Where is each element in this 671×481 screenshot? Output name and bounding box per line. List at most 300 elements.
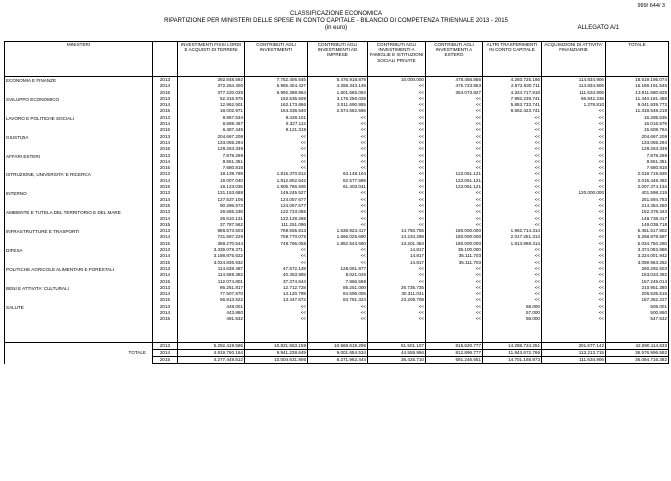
value-cell: <<: [483, 272, 542, 278]
value-cell: 12.862.501: [178, 102, 245, 108]
value-cell: 35.111.703: [426, 260, 483, 266]
value-cell: 1.566.025.690: [308, 234, 368, 240]
value-cell: <<: [368, 90, 426, 96]
value-cell: <<: [542, 241, 606, 247]
value-cell: <<: [542, 247, 606, 253]
value-cell: <<: [542, 209, 606, 215]
spacer-rows: [5, 323, 669, 343]
value-cell: 26.610.131: [178, 216, 245, 222]
table-row: [5, 342, 669, 349]
value-cell: <<: [483, 127, 542, 133]
year-cell: 2013: [153, 209, 178, 215]
value-cell: <<: [483, 146, 542, 152]
year-cell: 2014: [153, 291, 178, 297]
value-cell: <<: [483, 291, 542, 297]
value-cell: 8.867.534: [178, 115, 245, 121]
value-cell: <<: [426, 310, 483, 316]
value-cell: 114.834.906: [542, 77, 606, 84]
value-cell: 8.021.045: [308, 272, 368, 278]
title-line-2: RIPARTIZIONE PER MINISTERI DELLE SPESE IN CONTO CAPITALE - BILANCIO DI COMPETENZA TRIENNALE 2013 - 2015: [164, 18, 508, 24]
value-cell: 204.667.208: [178, 134, 245, 140]
value-cell: <<: [542, 159, 606, 165]
allegato-label: ALLEGATO A/1: [577, 25, 619, 31]
value-cell: 354.073.927: [426, 90, 483, 96]
value-cell: <<: [368, 197, 426, 203]
value-cell: 157.245.014: [606, 279, 669, 285]
year-cell: 2013: [153, 304, 178, 310]
value-cell: <<: [426, 272, 483, 278]
value-cell: 42.090.114.633: [606, 342, 669, 349]
value-cell: <<: [426, 127, 483, 133]
value-cell: <<: [368, 140, 426, 146]
value-cell: 301.677.142: [542, 342, 606, 349]
value-cell: 57.000: [483, 310, 542, 316]
value-cell: 127.537.106: [178, 197, 245, 203]
value-cell: <<: [308, 140, 368, 146]
ministry-name: ISTRUZIONE, UNIVERSITA' E RICERCA: [5, 171, 153, 190]
column-header: TOTALE: [606, 42, 669, 77]
value-cell: 812.896.777: [426, 349, 483, 356]
value-cell: 9.121.319: [245, 127, 308, 133]
value-cell: 5.258.878.597: [606, 234, 669, 240]
value-cell: <<: [542, 115, 606, 121]
value-cell: <<: [368, 266, 426, 272]
value-cell: 251.594.783: [606, 197, 669, 203]
value-cell: 36.094.716.382: [606, 357, 669, 364]
value-cell: 9.327.112: [245, 121, 308, 127]
value-cell: 114.638.487: [178, 266, 245, 272]
year-cell: 2014: [153, 159, 178, 165]
value-cell: <<: [542, 285, 606, 291]
column-header: CONTRIBUTI AGLI INVESTIMENTI: [245, 42, 308, 77]
value-cell: <<: [483, 253, 542, 259]
value-cell: 23.209.709: [368, 297, 426, 303]
value-cell: 129.263.349: [606, 146, 669, 152]
year-cell: 2014: [153, 253, 178, 259]
value-cell: 11.318.648.218: [606, 108, 669, 114]
value-cell: <<: [542, 165, 606, 171]
title-line-1: CLASSIFICAZIONE ECONOMICA: [289, 11, 382, 17]
value-cell: 11.843.672.766: [483, 349, 542, 356]
value-cell: 3.176.256.028: [308, 96, 368, 102]
value-cell: <<: [483, 285, 542, 291]
value-cell: <<: [542, 121, 606, 127]
value-cell: 124.057.677: [245, 197, 308, 203]
value-cell: 3.339.079.371: [178, 247, 245, 253]
value-cell: 14.701.165.973: [483, 357, 542, 364]
value-cell: 86.251.817: [178, 285, 245, 291]
value-cell: <<: [426, 279, 483, 285]
value-cell: <<: [426, 216, 483, 222]
value-cell: 131.153.688: [178, 190, 245, 196]
value-cell: 10.831.553.159: [245, 342, 308, 349]
value-cell: <<: [426, 190, 483, 196]
value-cell: 475.723.953: [426, 83, 483, 89]
value-cell: 1.815.370.812: [245, 171, 308, 177]
page-code: 999/ 644/ 3: [637, 3, 665, 9]
value-cell: 58.000: [483, 304, 542, 310]
value-cell: 112.074.801: [178, 279, 245, 285]
year-cell: 2013: [153, 190, 178, 196]
value-cell: 206.535.516: [606, 291, 669, 297]
value-cell: 9.001.654.534: [308, 349, 368, 356]
value-cell: 12.712.728: [245, 285, 308, 291]
value-cell: <<: [245, 310, 308, 316]
value-cell: <<: [542, 197, 606, 203]
value-cell: 290.292.603: [606, 266, 669, 272]
value-cell: <<: [308, 146, 368, 152]
year-cell: 2014: [153, 349, 178, 356]
value-cell: 13.811.680.828: [606, 90, 669, 96]
value-cell: 7.866.569: [308, 279, 368, 285]
value-cell: 124.057.677: [245, 203, 308, 209]
year-cell: 2013: [153, 171, 178, 177]
value-cell: 63.148.104: [308, 171, 368, 177]
value-cell: 14.288.724.251: [483, 342, 542, 349]
value-cell: 4.293.725.166: [483, 77, 542, 84]
value-cell: <<: [368, 190, 426, 196]
value-cell: 133.065.294: [606, 140, 669, 146]
value-cell: 214.354.250: [606, 203, 669, 209]
value-cell: <<: [308, 159, 368, 165]
value-cell: <<: [245, 146, 308, 152]
value-cell: 77.507.870: [178, 291, 245, 297]
value-cell: 886.573.503: [178, 228, 245, 234]
column-header: CONTRIBUTI AGLI INVESTIMENTI A ESTERO: [426, 42, 483, 77]
value-cell: <<: [308, 134, 368, 140]
ministry-name: GIUSTIZIA: [5, 134, 153, 153]
value-cell: 11.440.181.488: [606, 96, 669, 102]
value-cell: 7.878.269: [606, 153, 669, 159]
value-cell: <<: [368, 108, 426, 114]
value-cell: 377.220.028: [178, 90, 245, 96]
value-cell: <<: [483, 121, 542, 127]
value-cell: <<: [483, 197, 542, 203]
year-cell: 2013: [153, 228, 178, 234]
value-cell: <<: [483, 260, 542, 266]
value-cell: 7.992.239.741: [483, 96, 542, 102]
value-cell: 3.024.836.932: [178, 260, 245, 266]
value-cell: 6.271.962.444: [308, 357, 368, 364]
year-cell: 2015: [153, 297, 178, 303]
value-cell: 163.034.392: [606, 272, 669, 278]
year-cell: 2013: [153, 342, 178, 349]
header-row: [5, 42, 669, 77]
value-cell: 7.878.269: [178, 153, 245, 159]
value-cell: <<: [483, 171, 542, 177]
value-cell: <<: [368, 153, 426, 159]
totals-rows: [5, 342, 669, 364]
value-cell: 44.559.956: [368, 349, 426, 356]
value-cell: <<: [426, 222, 483, 228]
value-cell: <<: [368, 96, 426, 102]
value-cell: 128.061.977: [308, 266, 368, 272]
value-cell: 14.750.755: [368, 228, 426, 234]
value-cell: 1.813.968.314: [483, 241, 542, 247]
year-cell: 2014: [153, 102, 178, 108]
year-cell: 2014: [153, 83, 178, 89]
value-cell: <<: [368, 310, 426, 316]
value-cell: <<: [483, 279, 542, 285]
value-cell: 691.246.651: [426, 357, 483, 364]
ministry-name: AFFARI ESTERI: [5, 153, 153, 172]
value-cell: 16.016.579: [606, 121, 669, 127]
ministry-rows: [5, 77, 669, 323]
year-cell: 2014: [153, 216, 178, 222]
value-cell: 9.941.238.649: [245, 349, 308, 356]
value-cell: 2.018.719.826: [606, 171, 669, 177]
value-cell: 9.651.361: [606, 159, 669, 165]
value-cell: <<: [426, 197, 483, 203]
column-header: [153, 42, 178, 77]
value-cell: <<: [483, 266, 542, 272]
value-cell: 1.601.665.064: [308, 90, 368, 96]
value-cell: <<: [426, 203, 483, 209]
value-cell: <<: [542, 291, 606, 297]
value-cell: <<: [308, 121, 368, 127]
value-cell: <<: [483, 184, 542, 190]
value-cell: 35.111.703: [426, 253, 483, 259]
value-cell: 30.311.041: [368, 291, 426, 297]
value-cell: 6.992.398.964: [245, 90, 308, 96]
value-cell: 2.574.662.566: [308, 108, 368, 114]
value-cell: <<: [368, 222, 426, 228]
year-cell: 2013: [153, 266, 178, 272]
value-cell: <<: [542, 171, 606, 177]
year-cell: 2013: [153, 115, 178, 121]
value-cell: <<: [426, 121, 483, 127]
ministry-name: POLITICHE AGRICOLE ALIMENTARI E FORESTALI: [5, 266, 153, 285]
value-cell: <<: [483, 216, 542, 222]
year-cell: 2015: [153, 357, 178, 364]
value-cell: 4.819.760.164: [178, 349, 245, 356]
value-cell: <<: [426, 146, 483, 152]
value-cell: 204.667.208: [606, 134, 669, 140]
value-cell: 1.638.923.417: [308, 228, 368, 234]
year-cell: 2015: [153, 316, 178, 322]
value-cell: 114.559.382: [178, 272, 245, 278]
value-cell: <<: [542, 216, 606, 222]
value-cell: <<: [308, 165, 368, 171]
value-cell: 7.680.816: [178, 165, 245, 171]
value-cell: 14.817: [368, 247, 426, 253]
value-cell: <<: [483, 222, 542, 228]
value-cell: <<: [308, 310, 368, 316]
value-cell: <<: [542, 228, 606, 234]
value-cell: 8.562.423.741: [483, 108, 542, 114]
value-cell: 759.770.075: [245, 234, 308, 240]
value-cell: 3.011.690.955: [308, 102, 368, 108]
year-cell: 2015: [153, 165, 178, 171]
value-cell: <<: [426, 153, 483, 159]
value-cell: 113.213.715: [542, 349, 606, 356]
column-header: INVESTIMENTI FISSI LORDI E ACQUISTI DI TERRENI: [178, 42, 245, 77]
value-cell: 129.263.349: [178, 146, 245, 152]
value-cell: 180.000.000: [426, 228, 483, 234]
value-cell: 4.277.449.512: [178, 357, 245, 364]
title-line-3: (in euro): [324, 25, 348, 31]
value-cell: <<: [368, 216, 426, 222]
value-cell: 3.188.875.622: [178, 253, 245, 259]
value-cell: 111.251.096: [245, 222, 308, 228]
value-cell: 122.061.121: [426, 184, 483, 190]
value-cell: 5.853.733.741: [483, 102, 542, 108]
ministry-name: ECONOMIA E FINANZE: [5, 77, 153, 96]
value-cell: <<: [542, 127, 606, 133]
year-cell: 2013: [153, 153, 178, 159]
value-cell: 478.456.856: [426, 77, 483, 84]
value-cell: 122.128.286: [245, 216, 308, 222]
value-cell: <<: [483, 165, 542, 171]
value-cell: <<: [368, 165, 426, 171]
value-cell: 162.173.866: [245, 102, 308, 108]
ministry-name: LAVORO E POLITICHE SOCIALI: [5, 115, 153, 134]
value-cell: 114.834.906: [542, 83, 606, 89]
year-cell: 2014: [153, 121, 178, 127]
value-cell: 2.017.251.314: [483, 234, 542, 240]
value-cell: 210.951.380: [606, 285, 669, 291]
value-cell: <<: [368, 279, 426, 285]
year-cell: 2014: [153, 234, 178, 240]
value-cell: <<: [426, 140, 483, 146]
value-cell: <<: [483, 140, 542, 146]
value-cell: <<: [368, 209, 426, 215]
table-row: [5, 77, 669, 84]
value-cell: 1.805.786.936: [245, 184, 308, 190]
value-cell: 187.352.227: [606, 297, 669, 303]
value-cell: 5.476.918.879: [308, 77, 368, 84]
value-cell: 10.000.000: [368, 77, 426, 84]
value-cell: 52.316.975: [178, 96, 245, 102]
value-cell: 162.536.508: [245, 96, 308, 102]
value-cell: 9.041.939.773: [606, 102, 669, 108]
year-cell: 2014: [153, 178, 178, 184]
value-cell: <<: [245, 153, 308, 159]
value-cell: <<: [368, 159, 426, 165]
year-cell: 2013: [153, 134, 178, 140]
year-cell: 2015: [153, 90, 178, 96]
value-cell: 85.251.000: [308, 285, 368, 291]
value-cell: 14.120.799: [245, 291, 308, 297]
year-cell: 2015: [153, 222, 178, 228]
year-cell: 2015: [153, 260, 178, 266]
value-cell: 51.501.107: [368, 342, 426, 349]
value-cell: <<: [426, 96, 483, 102]
value-cell: 84.596.006: [308, 291, 368, 297]
value-cell: <<: [368, 121, 426, 127]
value-cell: 1.378.810: [542, 102, 606, 108]
ministry-name: DIFESA: [5, 247, 153, 266]
value-cell: <<: [368, 146, 426, 152]
value-cell: <<: [426, 209, 483, 215]
value-cell: <<: [426, 165, 483, 171]
value-cell: 180.000.000: [426, 234, 483, 240]
value-cell: <<: [245, 165, 308, 171]
year-cell: 2014: [153, 310, 178, 316]
value-cell: <<: [542, 203, 606, 209]
document-title: [4, 11, 668, 32]
value-cell: <<: [542, 184, 606, 190]
value-cell: 15.169.191.546: [606, 83, 669, 89]
year-cell: 2013: [153, 77, 178, 84]
value-cell: <<: [245, 253, 308, 259]
value-cell: <<: [426, 285, 483, 291]
value-cell: 164.338.540: [245, 108, 308, 114]
value-cell: 37.374.644: [245, 279, 308, 285]
value-cell: 18.002.971: [178, 108, 245, 114]
value-cell: 62.577.689: [308, 178, 368, 184]
value-cell: 4.268.343.149: [308, 83, 368, 89]
value-cell: <<: [542, 146, 606, 152]
year-cell: 2013: [153, 247, 178, 253]
ministry-name: SVILUPPO ECONOMICO: [5, 96, 153, 115]
year-cell: 2013: [153, 96, 178, 102]
value-cell: 36.576.996.592: [606, 349, 669, 356]
value-cell: <<: [308, 190, 368, 196]
value-cell: <<: [245, 304, 308, 310]
value-cell: <<: [542, 222, 606, 228]
year-cell: 2015: [153, 108, 178, 114]
value-cell: 3.224.001.942: [606, 253, 669, 259]
ministry-name: TOTALE: [5, 342, 153, 364]
value-cell: <<: [368, 316, 426, 322]
value-cell: 1.882.543.660: [308, 241, 368, 247]
value-cell: <<: [308, 209, 368, 215]
value-cell: <<: [542, 153, 606, 159]
year-cell: 2015: [153, 127, 178, 133]
value-cell: 19.123.036: [178, 184, 245, 190]
value-cell: <<: [245, 159, 308, 165]
value-cell: <<: [483, 115, 542, 121]
value-cell: 2.007.374.134: [606, 184, 669, 190]
value-cell: 14.234.298: [368, 234, 426, 240]
ministry-name: SALUTE: [5, 304, 153, 323]
value-cell: <<: [483, 209, 542, 215]
value-cell: 731.597.229: [178, 234, 245, 240]
value-cell: 372.254.400: [178, 83, 245, 89]
expense-table: [4, 41, 669, 364]
value-cell: <<: [542, 253, 606, 259]
value-cell: <<: [426, 304, 483, 310]
ministry-name: AMBIENTE E TUTELA DEL TERRITORIO E DEL MARE: [5, 209, 153, 228]
value-cell: <<: [426, 159, 483, 165]
value-cell: 56.842.236: [542, 96, 606, 102]
value-cell: <<: [368, 178, 426, 184]
value-cell: <<: [245, 134, 308, 140]
value-cell: 10.004.631.906: [245, 357, 308, 364]
value-cell: <<: [542, 310, 606, 316]
column-header: ACQUISIZIONI DI ATTIVITA' FINANZIARIE: [542, 42, 606, 77]
value-cell: 5.252.419.565: [178, 342, 245, 349]
value-cell: 133.065.294: [178, 140, 245, 146]
value-cell: <<: [426, 266, 483, 272]
value-cell: 122.061.121: [426, 178, 483, 184]
value-cell: <<: [308, 203, 368, 209]
value-cell: 4.324.717.918: [483, 90, 542, 96]
value-cell: 61.403.041: [308, 184, 368, 190]
year-cell: 2013: [153, 285, 178, 291]
year-cell: 2015: [153, 279, 178, 285]
value-cell: <<: [542, 260, 606, 266]
value-cell: 149.245.527: [245, 190, 308, 196]
value-cell: <<: [368, 83, 426, 89]
value-cell: 815.620.777: [426, 342, 483, 349]
value-cell: 90.296.573: [178, 203, 245, 209]
value-cell: 2.015.448.492: [606, 178, 669, 184]
year-cell: 2014: [153, 272, 178, 278]
value-cell: <<: [542, 297, 606, 303]
value-cell: <<: [308, 260, 368, 266]
